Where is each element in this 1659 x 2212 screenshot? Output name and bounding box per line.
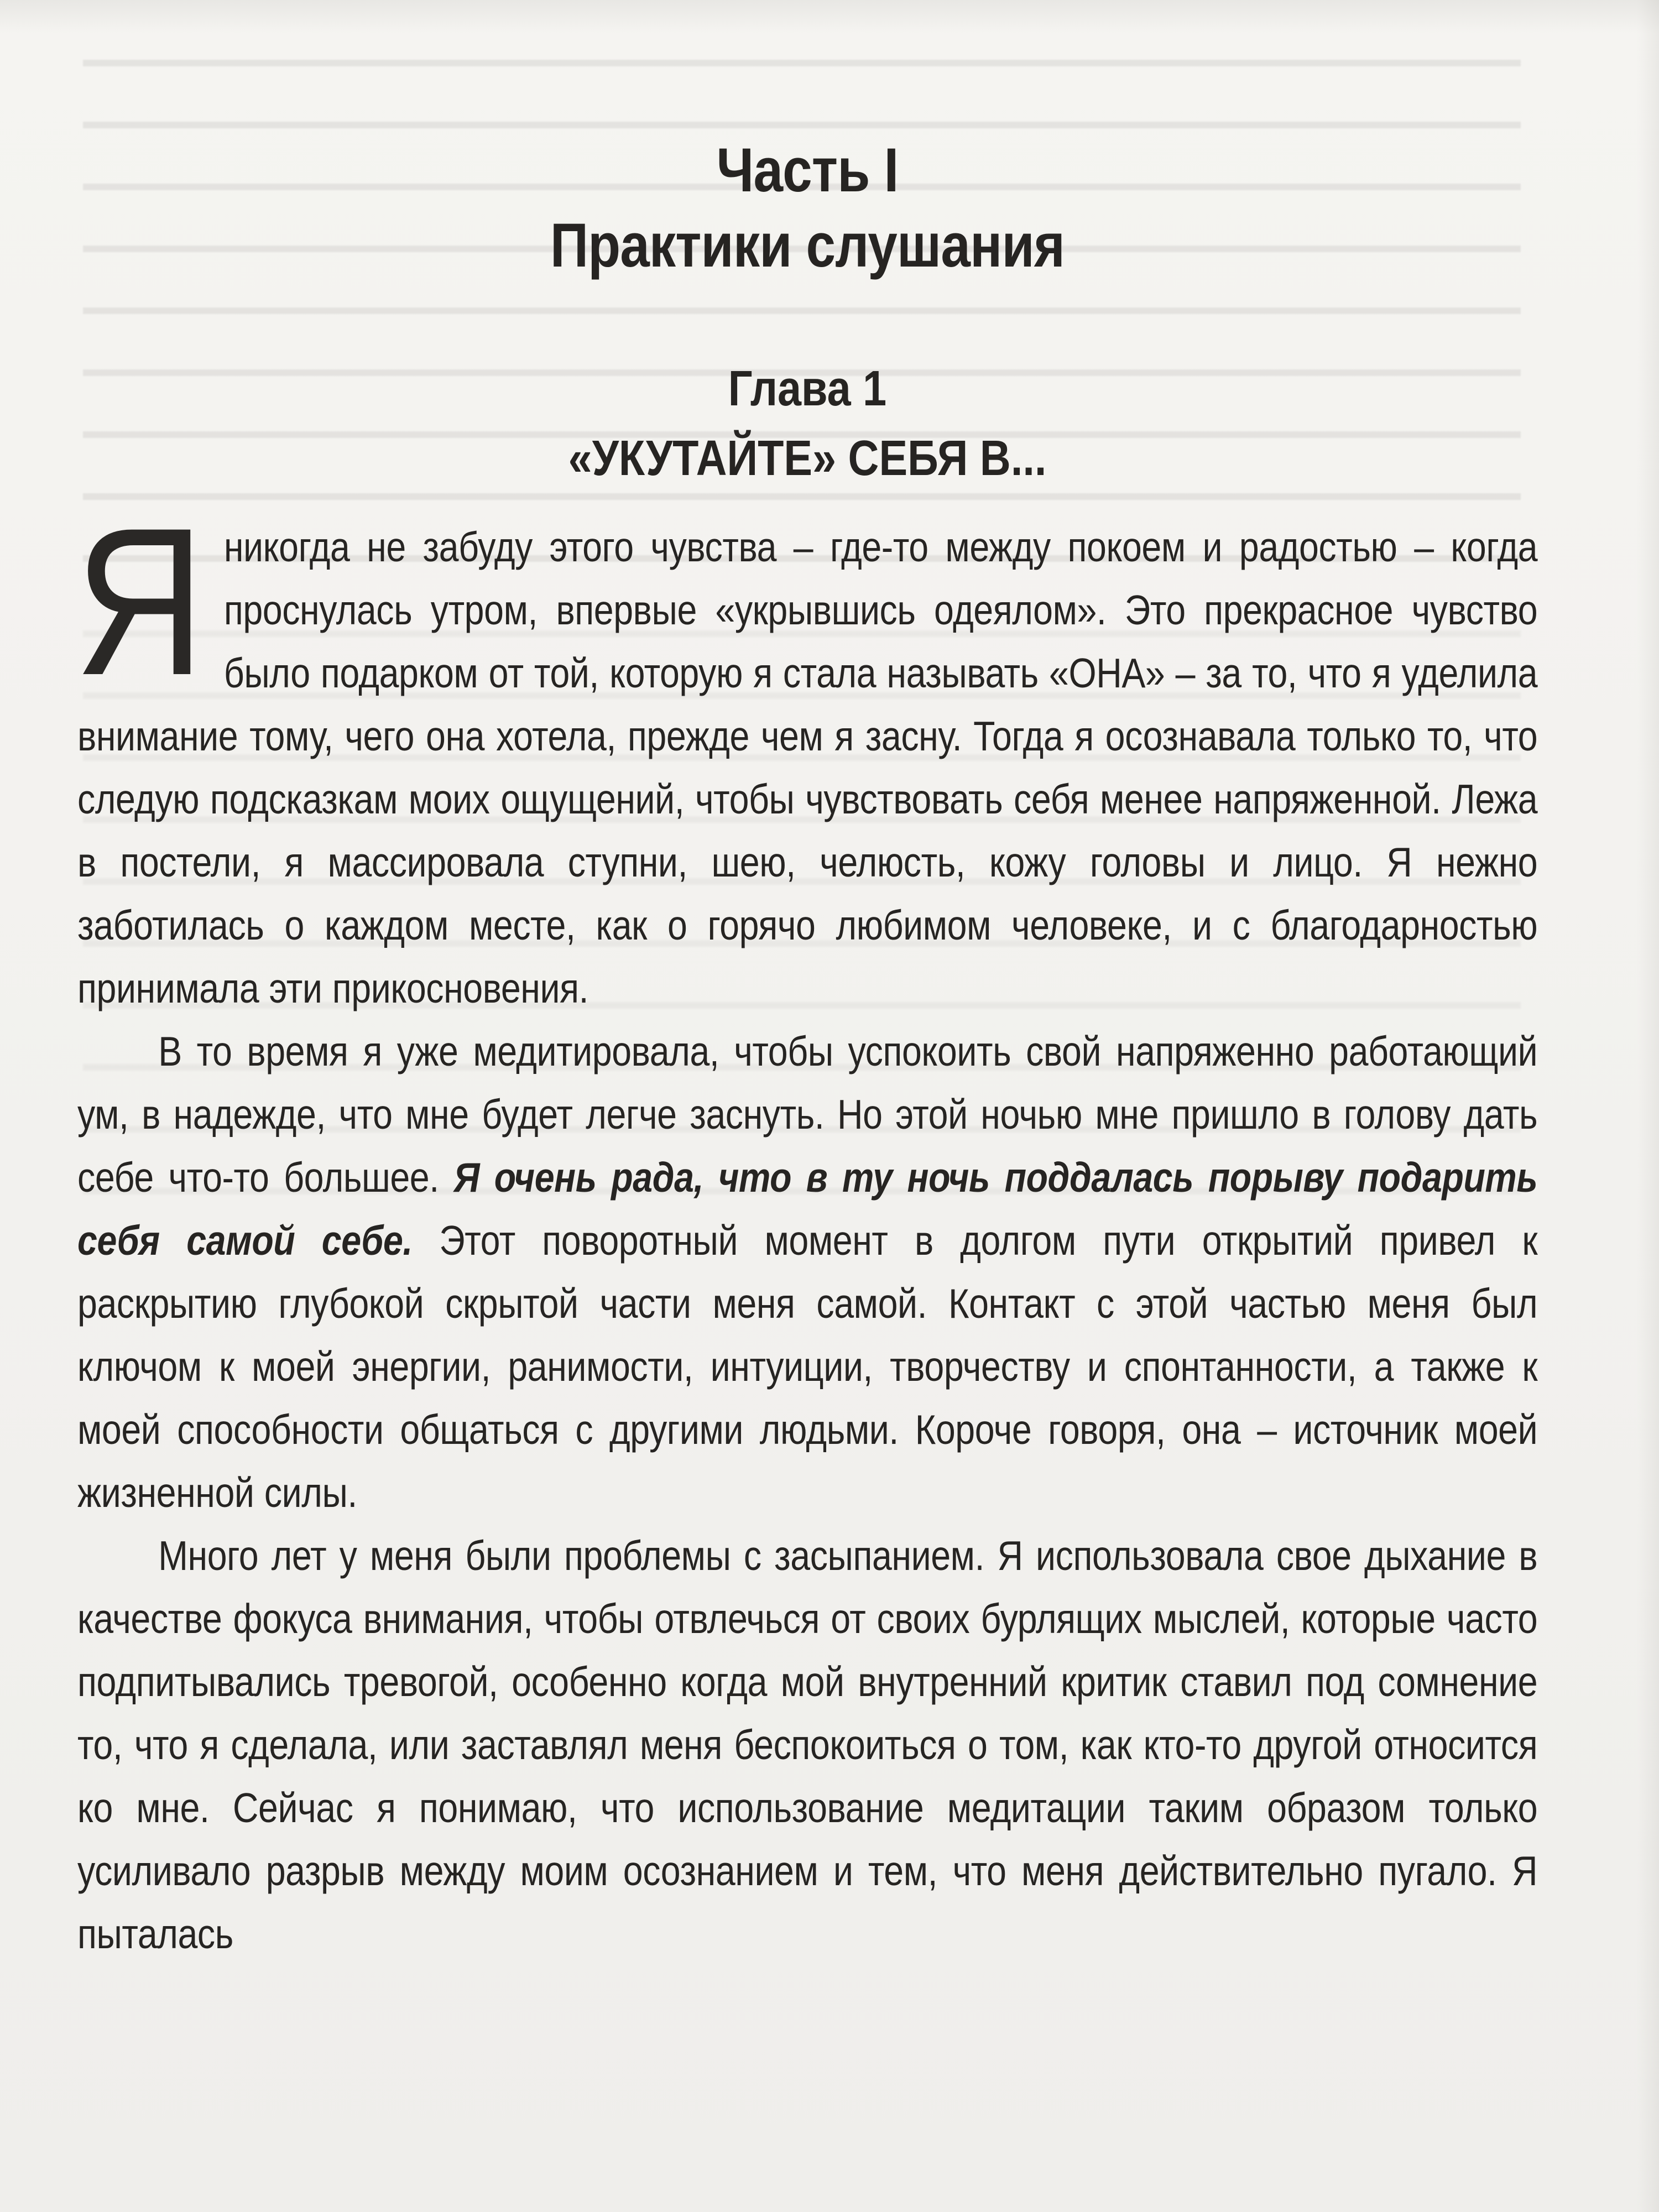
paragraph-3-text: Много лет у меня были проблемы с засыпанием. Я использовала свое дыхание в качестве фокуса внимания, чтобы отвлечься от своих бурлящих мыслей, которые часто подпитывались тревогой, особенно когда мой внутренний критик ставил под сомнение то, что я сделала, или заставлял меня беспокоиться о том, как кто-то другой относится ко мне. Сейчас я понимаю, что использование медитации таким образом только усиливало разрыв между моим осознанием и тем, что меня действительно пугало. Я пыталась bbox=[77, 1532, 1538, 1957]
chapter-heading bbox=[180, 354, 1435, 493]
part-title bbox=[180, 133, 1435, 283]
part-number: Часть I bbox=[716, 135, 899, 205]
chapter-body bbox=[74, 484, 1538, 1965]
paragraph-3 bbox=[77, 1524, 1537, 1965]
part-name: Практики слушания bbox=[550, 211, 1065, 280]
paragraph-2-text-start: В то время я уже медитировала, чтобы успокоить свой напряженно работающий ум, в надежде, что мне будет легче заснуть. Но этой ночью мне пришло в голову дать себе что-то большее. bbox=[77, 1028, 1538, 1201]
drop-cap: Я bbox=[74, 484, 205, 719]
paragraph-2 bbox=[77, 1020, 1537, 1524]
page-top-shadow bbox=[0, 0, 1659, 33]
paragraph-2-text-end: Этот поворотный момент в долгом пути открытий привел к раскрытию глубокой скрытой части меня самой. Контакт с этой частью меня был ключом к моей энергии, ранимости, интуиции, творчеству и спонтанности, а также к моей способности общаться с другими людьми. Короче говоря, она – источник моей жизненной силы. bbox=[77, 1217, 1538, 1516]
page-content bbox=[74, 133, 1538, 1965]
emphasis-text: Я очень рада, что в ту ночь поддалась порыву подарить себя самой себе. bbox=[77, 1154, 1538, 1264]
page-right-shadow bbox=[1637, 0, 1659, 2212]
paragraph-1-text: никогда не забуду этого чувства – где-то между покоем и радостью – когда проснулась утром, впервые «укрывшись одеялом». Это прекрасное чувство было подарком от той, которую я стала называть «ОНА» – за то, что я уделила внимание тому, чего она хотела, прежде чем я засну. Тогда я осознавала только то, что следую подсказкам моих ощущений, чтобы чувствовать себя менее напряженной. Лежа в постели, я массировала ступни, шею, челюсть, кожу головы и лицо. Я нежно заботилась о каждом месте, как о горячо любимом человеке, и с благодарностью принимала эти прикосновения. bbox=[77, 524, 1538, 1011]
chapter-number: Глава 1 bbox=[728, 361, 887, 416]
chapter-title: «УКУТАЙТЕ» СЕБЯ В... bbox=[568, 431, 1047, 486]
paragraph-1 bbox=[74, 484, 1538, 1020]
